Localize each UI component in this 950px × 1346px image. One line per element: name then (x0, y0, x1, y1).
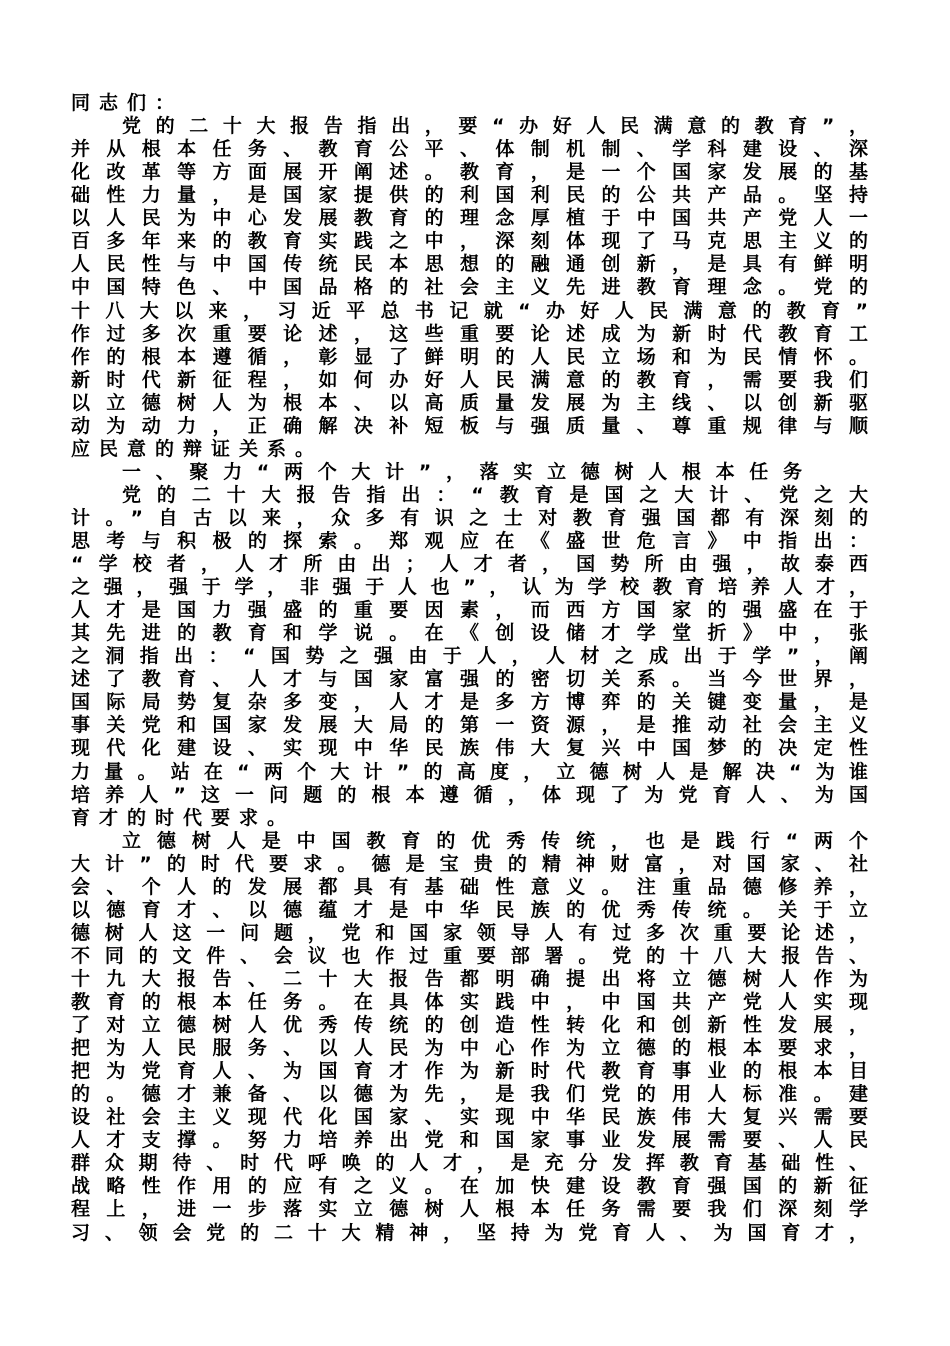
text-line: 人才支撑。努力培养出党和国家事业发展需要、人民 (71, 1129, 868, 1152)
text-line: 十九大报告、二十大报告都明确提出将立德树人作为 (71, 967, 868, 990)
text-line: “学校者，人才所由出；人才者，国势所由强，故泰西 (71, 553, 868, 575)
text-line: 百多年来的教育实践之中，深刻体现了马克思主义的 (71, 230, 868, 253)
section-heading: 一、聚力“两个大计”，落实立德树人根本任务 (122, 460, 802, 483)
text-line: 教育的根本任务。在具体实践中，中国共产党人实现 (71, 991, 868, 1013)
text-line: 党的二十大报告指出，要“办好人民满意的教育”， (122, 115, 868, 137)
text-line: 德树人这一问题，党和国家领导人有过多次重要论述， (71, 921, 868, 944)
text-line: 并从根本任务、教育公平、体制机制、学科建设、深 (71, 138, 868, 161)
text-line: 人民性与中国传统民本思想的融通创新，是具有鲜明 (71, 253, 868, 276)
text-line: 会、个人的发展都具有基础性意义。注重品德修养， (71, 875, 868, 898)
text-line: 的。德才兼备、以德为先，是我们党的用人标准。建 (71, 1083, 868, 1106)
text-line: 群众期待、时代呼唤的人才，是充分发挥教育基础性、 (71, 1152, 868, 1175)
text-line: 之洞指出：“国势之强由于人，人材之成出于学”，阐 (71, 645, 868, 668)
text-line: 中国特色、中国品格的社会主义先进教育理念。党的 (71, 276, 868, 299)
text-line: 了对立德树人优秀传统的创造性转化和创新性发展， (71, 1014, 868, 1036)
text-line: 设社会主义现代化国家、实现中华民族伟大复兴需要 (71, 1106, 868, 1129)
text-line: 人才是国力强盛的重要因素，而西方国家的强盛在于 (71, 599, 868, 622)
text-line: 培养人”这一问题的根本遵循，体现了为党育人、为国 (71, 783, 868, 806)
text-line: 把为党育人、为国育才作为新时代教育事业的根本目 (71, 1060, 868, 1083)
text-line: 力量。站在“两个大计”的高度，立德树人是解决“为谁 (71, 760, 868, 783)
text-line: 不同的文件、会议也作过重要部署。党的十八大报告、 (71, 944, 868, 967)
text-line: 立德树人是中国教育的优秀传统，也是践行“两个 (122, 829, 868, 852)
text-line: 化改革等方面展开阐述。教育，是一个国家发展的基 (71, 161, 868, 184)
text-line: 其先进的教育和学说。在《创设储才学堂折》中，张 (71, 622, 868, 645)
text-line: 述了教育、人才与国家富强的密切关系。当今世界， (71, 668, 868, 691)
text-line: 动为动力，正确解决补短板与强质量、尊重规律与顺 (71, 414, 868, 437)
text-line: 国际局势复杂多变，人才是多方博弈的关键变量，是 (71, 691, 868, 714)
text-line: 以德育才、以德蕴才是中华民族的优秀传统。关于立 (71, 898, 868, 921)
text-line: 事关党和国家发展大局的第一资源，是推动社会主义 (71, 714, 868, 737)
text-line: 之强，强于学，非强于人也”，认为学校教育培养人才， (71, 576, 868, 598)
text-line: 习、领会党的二十大精神，坚持为党育人、为国育才， (71, 1221, 868, 1244)
text-line: 党的二十大报告指出：“教育是国之大计、党之大 (122, 483, 868, 506)
text-line: 大计”的时代要求。德是宝贵的精神财富，对国家、社 (71, 852, 868, 875)
salutation: 同志们： (71, 92, 184, 114)
text-line: 计。”自古以来，众多有识之士对教育强国都有深刻的 (71, 506, 868, 529)
text-line: 作过多次重要论述，这些重要论述成为新时代教育工 (71, 322, 868, 345)
text-line: 新时代新征程，如何办好人民满意的教育，需要我们 (71, 368, 868, 391)
text-line: 础性力量，是国家提供的利国利民的公共产品。坚持 (71, 184, 868, 207)
text-line: 以人民为中心发展教育的理念厚植于中国共产党人一 (71, 207, 868, 230)
text-line: 以立德树人为根本、以高质量发展为主线、以创新驱 (71, 391, 868, 414)
text-line: 程上，进一步落实立德树人根本任务需要我们深刻学 (71, 1198, 868, 1221)
text-line: 战略性作用的应有之义。在加快建设教育强国的新征 (71, 1175, 868, 1198)
text-line: 作的根本遵循，彰显了鲜明的人民立场和为民情怀。 (71, 345, 868, 368)
text-line: 现代化建设、实现中华民族伟大复兴中国梦的决定性 (71, 737, 868, 760)
text-line: 思考与积极的探索。郑观应在《盛世危言》中指出： (71, 530, 868, 552)
text-line: 把为人民服务、以人民为中心作为立德的根本要求， (71, 1037, 868, 1060)
text-line: 应民意的辩证关系。 (71, 437, 324, 460)
text-line: 育才的时代要求。 (71, 806, 296, 829)
text-line: 十八大以来，习近平总书记就“办好人民满意的教育” (71, 299, 868, 322)
